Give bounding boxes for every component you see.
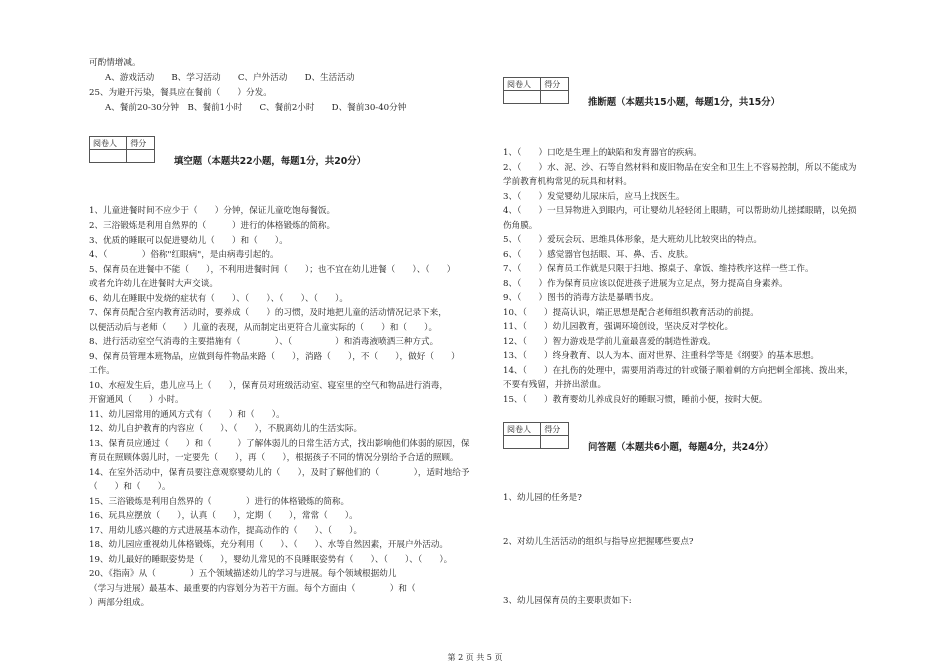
score-label: 得分 — [541, 78, 569, 91]
reviewer-label: 阅卷人 — [90, 137, 127, 150]
qa-question: 1、幼儿园的任务是? — [503, 493, 582, 503]
fill-line: 13、保育员应通过（ ）和（ ）了解体弱儿的日常生活方式，找出影响他们体弱的原因，保 — [89, 439, 470, 449]
qa-question: 2、对幼儿生活活动的组织与指导应把握哪些要点? — [503, 537, 694, 547]
fill-line: 5、保育员在进餐中不能（ ），不利用进餐时间（ ）；也不宜在幼儿进餐（ ）、（ ） — [89, 265, 456, 275]
judge-line: 6、（ ）感觉器官包括眼、耳、鼻、舌、皮肤。 — [503, 250, 694, 260]
fill-line: 19、幼儿最好的睡眠姿势是（ ），婴幼儿常见的不良睡眠姿势有（ ）、（ ）、（ ）。 — [89, 555, 453, 565]
fill-line: 4、（ ）俗称"红眼病"，是由病毒引起的。 — [89, 250, 279, 260]
fill-line: 7、保育员配合室内教育活动时，要养成（ ）的习惯，及时地把儿童的活动情况记录下来， — [89, 308, 447, 318]
section-title-qa: 问答题（本题共6小题，每题4分，共24分） — [588, 442, 774, 453]
judge-line: 13、（ ）终身教育、以人为本、面对世界、注重科学等是《纲要》的基本思想。 — [503, 351, 820, 361]
score-box — [89, 136, 155, 163]
fill-line: 12、幼儿自护教育的内容应（ ）、（ ），不脱离幼儿的生活实际。 — [89, 424, 363, 434]
judge-line: 10、（ ）提高认识，端正思想是配合老师组织教育活动的前提。 — [503, 308, 759, 318]
page-footer: 第 2 页 共 5 页 — [447, 653, 503, 662]
judge-line: 9、（ ）图书的消毒方法是暴晒书皮。 — [503, 293, 659, 303]
fill-line: 开窗通风（ ）小时。 — [89, 395, 184, 405]
fill-line: 2、三浴锻炼是利用自然界的（ ）进行的体格锻炼的简称。 — [89, 221, 336, 231]
score-label: 得分 — [127, 137, 155, 150]
fill-line: 11、幼儿园常用的通风方式有（ ）和（ ）。 — [89, 410, 285, 420]
judge-line: 5、（ ）爱玩会玩、思维具体形象，是大班幼儿比较突出的特点。 — [503, 235, 762, 245]
judge-line: 8、（ ）作为保育员应该以促进孩子进展为立足点，努力提高自身素养。 — [503, 279, 788, 289]
judge-line: 7、（ ）保育员工作就是只限于扫地、擦桌子、拿饭、维持秩序这样一些工作。 — [503, 264, 814, 274]
section-title-judge: 推断题（本题共15小题，每题1分，共15分） — [588, 97, 780, 108]
judge-line: 学前教育机构常见的玩具和材料。 — [503, 177, 632, 187]
fill-line: 10、水痘发生后，患儿应马上（ ），保育员对班级活动室、寝室里的空气和物品进行消毒， — [89, 381, 448, 391]
judge-line: 伤角膜。 — [503, 221, 538, 231]
score-cell[interactable] — [541, 91, 569, 104]
fill-line: 1、儿童进餐时间不应少于（ ）分钟，保证儿童吃饱每餐饭。 — [89, 206, 336, 216]
score-label: 得分 — [541, 423, 569, 436]
fill-line: 以便活动后与老师（ ）儿童的表现，从而制定出更符合儿童实际的（ ）和（ ）。 — [89, 323, 438, 333]
judge-line: 15、（ ）教育婴幼儿养成良好的睡眠习惯，睡前小便，按时大便。 — [503, 395, 768, 405]
fill-line: 18、幼儿园应重视幼儿体格锻炼，充分利用（ ）、（ ）、水等自然因素，开展户外活动。 — [89, 540, 448, 550]
qa-question: 3、幼儿园保育员的主要职责如下: — [503, 596, 632, 606]
score-box — [503, 77, 569, 104]
question-25: 25、为避开污染，餐具应在餐前（ ）分发。 — [89, 88, 272, 98]
question-options: A、餐前20-30分钟 B、餐前1小时 C、餐前2小时 D、餐前30-40分钟 — [105, 103, 407, 113]
judge-line: 3、（ ）发觉婴幼儿尿床后，应马上找医生。 — [503, 192, 685, 202]
fill-line: 20、《指南》从（ ）五个领域描述幼儿的学习与进展。每个领域根据幼儿 — [89, 569, 397, 579]
fill-line: 16、玩具应摆放（ ），认真（ ），定期（ ），常常（ ）。 — [89, 511, 358, 521]
judge-line: 4、（ ）一旦异物进入到眼内，可让婴幼儿轻轻闭上眼睛，可以帮助幼儿搓揉眼睛，以免损 — [503, 206, 857, 216]
judge-line: 14、（ ）在扎伤的处理中，需要用消毒过的针或镊子顺着刺的方向把刺全部挑、拨出来， — [503, 366, 854, 376]
score-cell[interactable] — [127, 150, 155, 163]
fill-line: 8、进行活动室空气消毒的主要措施有（ ）、（ ）和消毒液喷洒三种方式。 — [89, 337, 439, 347]
fill-line: （学习与进展）最基本、最重要的内容划分为若干方面。每个方面由（ ）和（ — [89, 584, 416, 594]
judge-line: 11、（ ）幼儿园教育，强调环境创设，坚决反对学校化。 — [503, 322, 734, 332]
score-box — [503, 422, 569, 449]
fill-line: 工作。 — [89, 366, 115, 376]
text-line: 可酌情增减。 — [89, 58, 141, 68]
fill-line: （ ）和（ ）。 — [89, 482, 171, 492]
reviewer-label: 阅卷人 — [504, 78, 541, 91]
question-options: A、游戏活动 B、学习活动 C、户外活动 D、生活活动 — [105, 73, 355, 83]
fill-line: ）两部分组成。 — [89, 598, 150, 608]
reviewer-label: 阅卷人 — [504, 423, 541, 436]
reviewer-cell[interactable] — [504, 436, 541, 449]
fill-line: 或者允许幼儿在进餐时大声交谈。 — [89, 279, 218, 289]
fill-line: 9、保育员管理本班物品，应做到每件物品来路（ ），消路（ ），不（ ），做好（ ） — [89, 352, 460, 362]
fill-line: 17、用幼儿感兴趣的方式进展基本动作，提高动作的（ ）、（ ）。 — [89, 526, 363, 536]
fill-line: 6、幼儿在睡眠中发烧的症状有（ ）、（ ）、（ ）、（ ）。 — [89, 294, 348, 304]
fill-line: 15、三浴锻炼是利用自然界的（ ）进行的体格锻炼的简称。 — [89, 497, 350, 507]
judge-line: 2、（ ）水、泥、沙、石等自然材料和废旧物品在安全和卫生上不容易控制，所以不能成为 — [503, 163, 857, 173]
judge-line: 12、（ ）智力游戏是学前儿童最喜爱的制造性游戏。 — [503, 337, 716, 347]
section-title-fill-blank: 填空题（本题共22小题，每题1分，共20分） — [174, 156, 366, 167]
fill-line: 育员在照顾体弱儿时，一定要先（ ），再（ ），根据孩子不同的情况分别给予合适的照顾。 — [89, 453, 459, 463]
reviewer-cell[interactable] — [504, 91, 541, 104]
fill-line: 3、优质的睡眠可以促进婴幼儿（ ）和（ ）。 — [89, 236, 288, 246]
score-cell[interactable] — [541, 436, 569, 449]
fill-line: 14、在室外活动中，保育员要注意观察婴幼儿的（ ），及时了解他们的（ ），适时地给予 — [89, 468, 470, 478]
judge-line: 不要有残留，并挤出淤血。 — [503, 380, 607, 390]
judge-line: 1、（ ）口吃是生理上的缺陷和发育器官的疾病。 — [503, 148, 702, 158]
reviewer-cell[interactable] — [90, 150, 127, 163]
